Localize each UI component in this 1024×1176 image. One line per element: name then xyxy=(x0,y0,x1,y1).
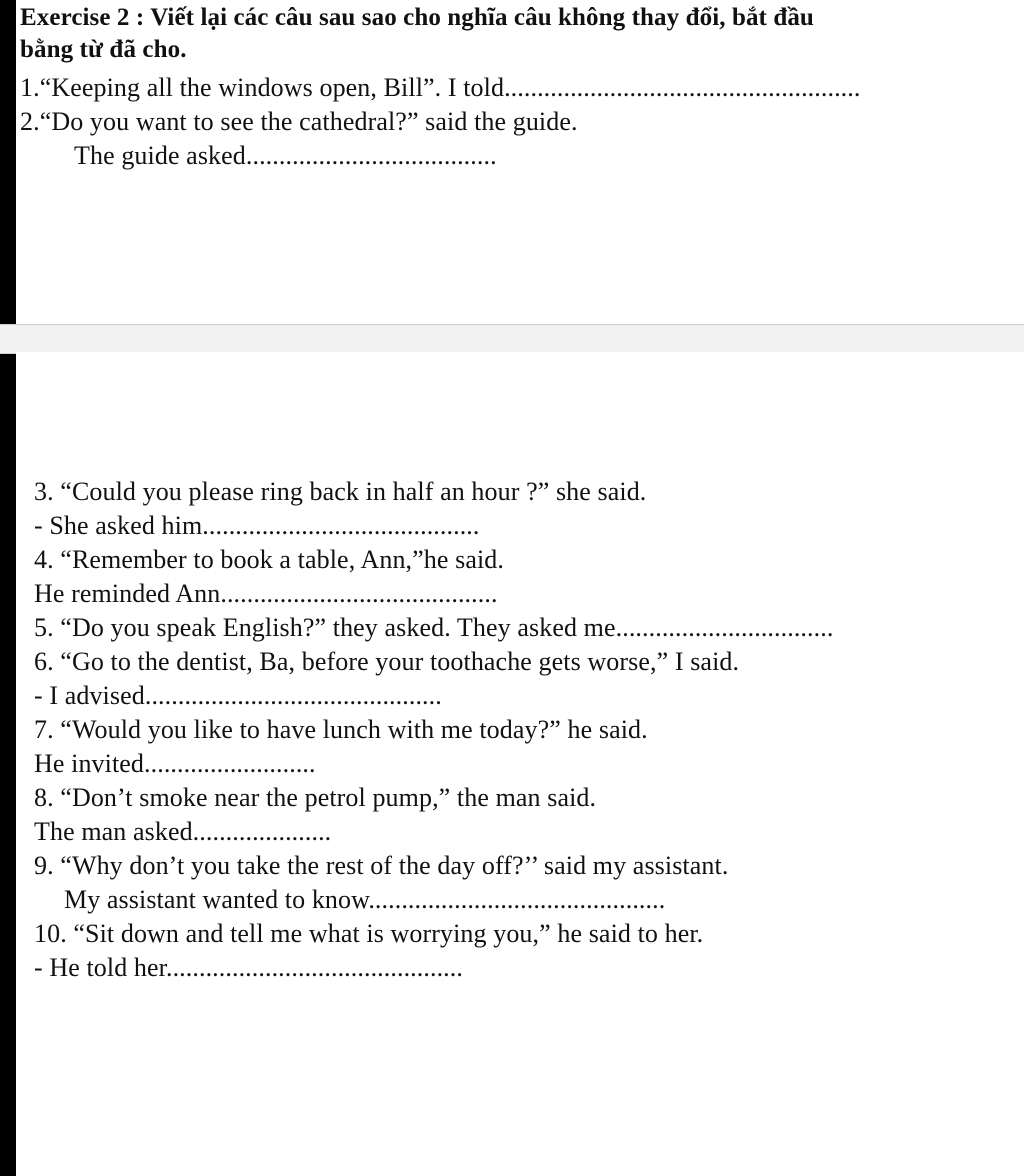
item-4-question: 4. “Remember to book a table, Ann,”he said. xyxy=(34,545,505,574)
page-break xyxy=(0,324,1024,354)
item-3-answer: - She asked him.......................................... xyxy=(34,511,480,540)
item-7-answer: He invited.......................... xyxy=(34,749,316,778)
page-top xyxy=(16,0,1024,324)
item-8-question: 8. “Don’t smoke near the petrol pump,” the man said. xyxy=(34,783,597,812)
item-9-question: 9. “Why don’t you take the rest of the day off?’’ said my assistant. xyxy=(34,851,729,880)
item-6-question: 6. “Go to the dentist, Ba, before your toothache gets worse,” I said. xyxy=(34,647,740,676)
item-8-answer: The man asked..................... xyxy=(34,817,332,846)
item-4-answer: He reminded Ann.......................................... xyxy=(34,579,498,608)
item-3-question: 3. “Could you please ring back in half an hour ?” she said. xyxy=(34,477,647,506)
item-5-question: 5. “Do you speak English?” they asked. They asked me................................. xyxy=(34,613,834,642)
item-10-question: 10. “Sit down and tell me what is worrying you,” he said to her. xyxy=(34,919,704,948)
item-1-question: 1.“Keeping all the windows open, Bill”. I told...................................................... xyxy=(20,73,861,102)
item-6-answer: - I advised............................................. xyxy=(34,681,442,710)
item-2-question: 2.“Do you want to see the cathedral?” said the guide. xyxy=(20,107,578,136)
exercise-title-cont: bằng từ đã cho. xyxy=(20,36,187,63)
page-bottom xyxy=(16,352,1024,1176)
item-7-question: 7. “Would you like to have lunch with me today?” he said. xyxy=(34,715,648,744)
exercise-title: Exercise 2 : Viết lại các câu sau sao cho nghĩa câu không thay đổi, bắt đầu xyxy=(20,4,814,31)
item-2-answer: The guide asked...................................... xyxy=(74,141,497,170)
item-10-answer: - He told her............................................. xyxy=(34,953,463,982)
item-9-answer: My assistant wanted to know............................................. xyxy=(64,885,666,914)
